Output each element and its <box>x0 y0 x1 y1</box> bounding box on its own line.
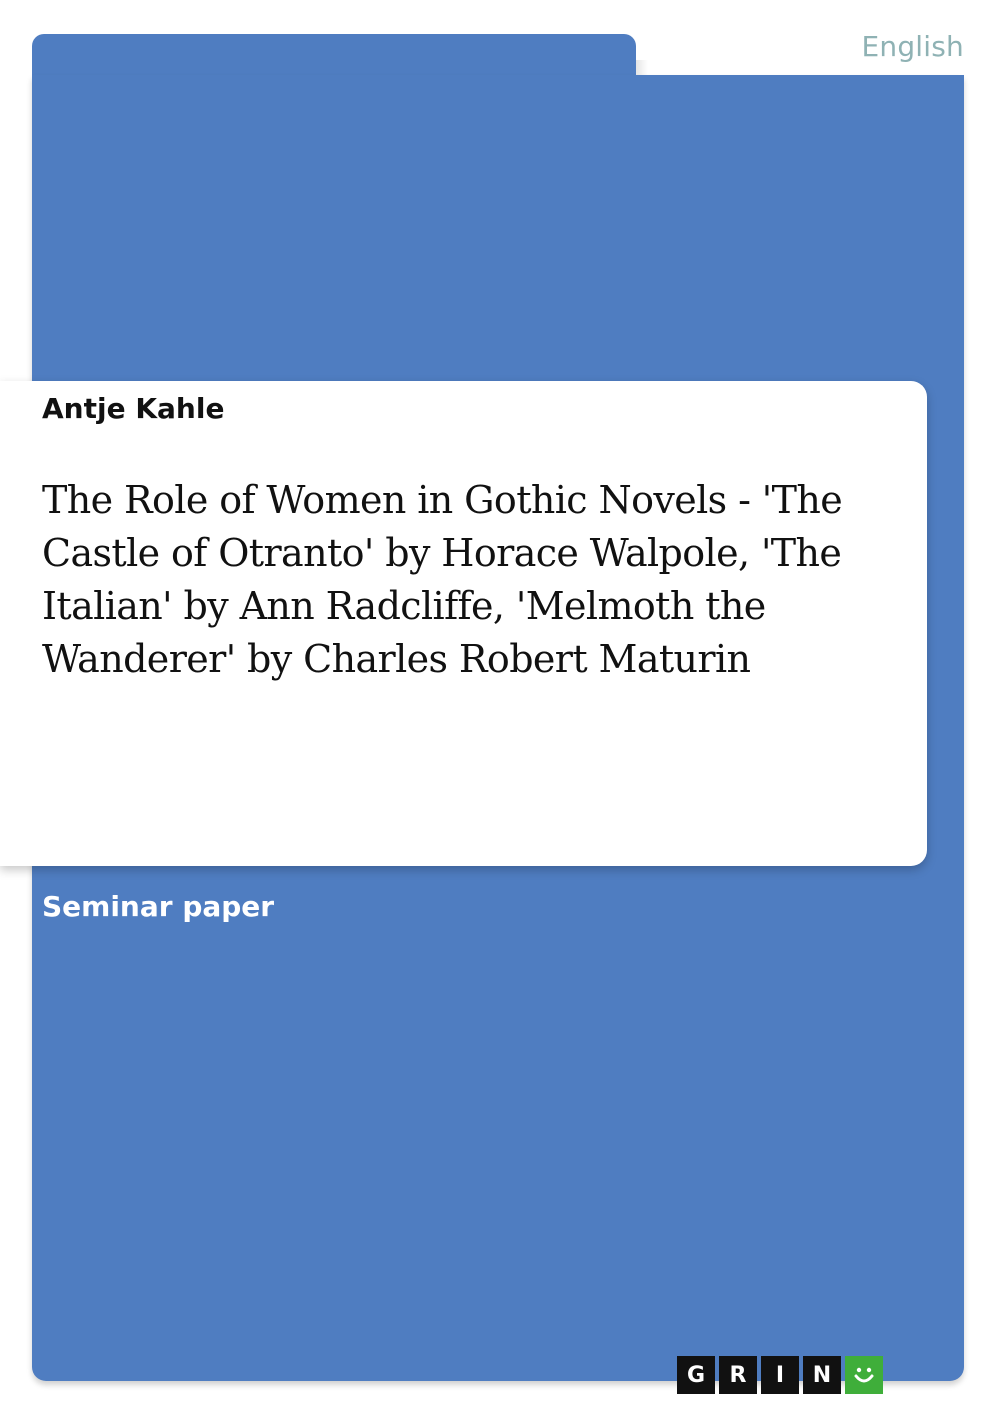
tab-shadow <box>636 60 648 76</box>
logo-letter-r: R <box>719 1356 757 1394</box>
logo-letter-g: G <box>677 1356 715 1394</box>
language-label: English <box>861 30 964 63</box>
logo-letter-n: N <box>803 1356 841 1394</box>
logo-letter-i: I <box>761 1356 799 1394</box>
publisher-logo <box>677 1356 883 1394</box>
smile-icon <box>845 1356 883 1394</box>
book-title: The Role of Women in Gothic Novels - 'The Castle of Otranto' by Horace Walpole, 'The Italian' by Ann Radcliffe, 'Melmoth the Wanderer' by Charles Robert Maturin <box>42 478 843 681</box>
author-name: Antje Kahle <box>42 392 225 425</box>
document-type: Seminar paper <box>42 890 275 923</box>
